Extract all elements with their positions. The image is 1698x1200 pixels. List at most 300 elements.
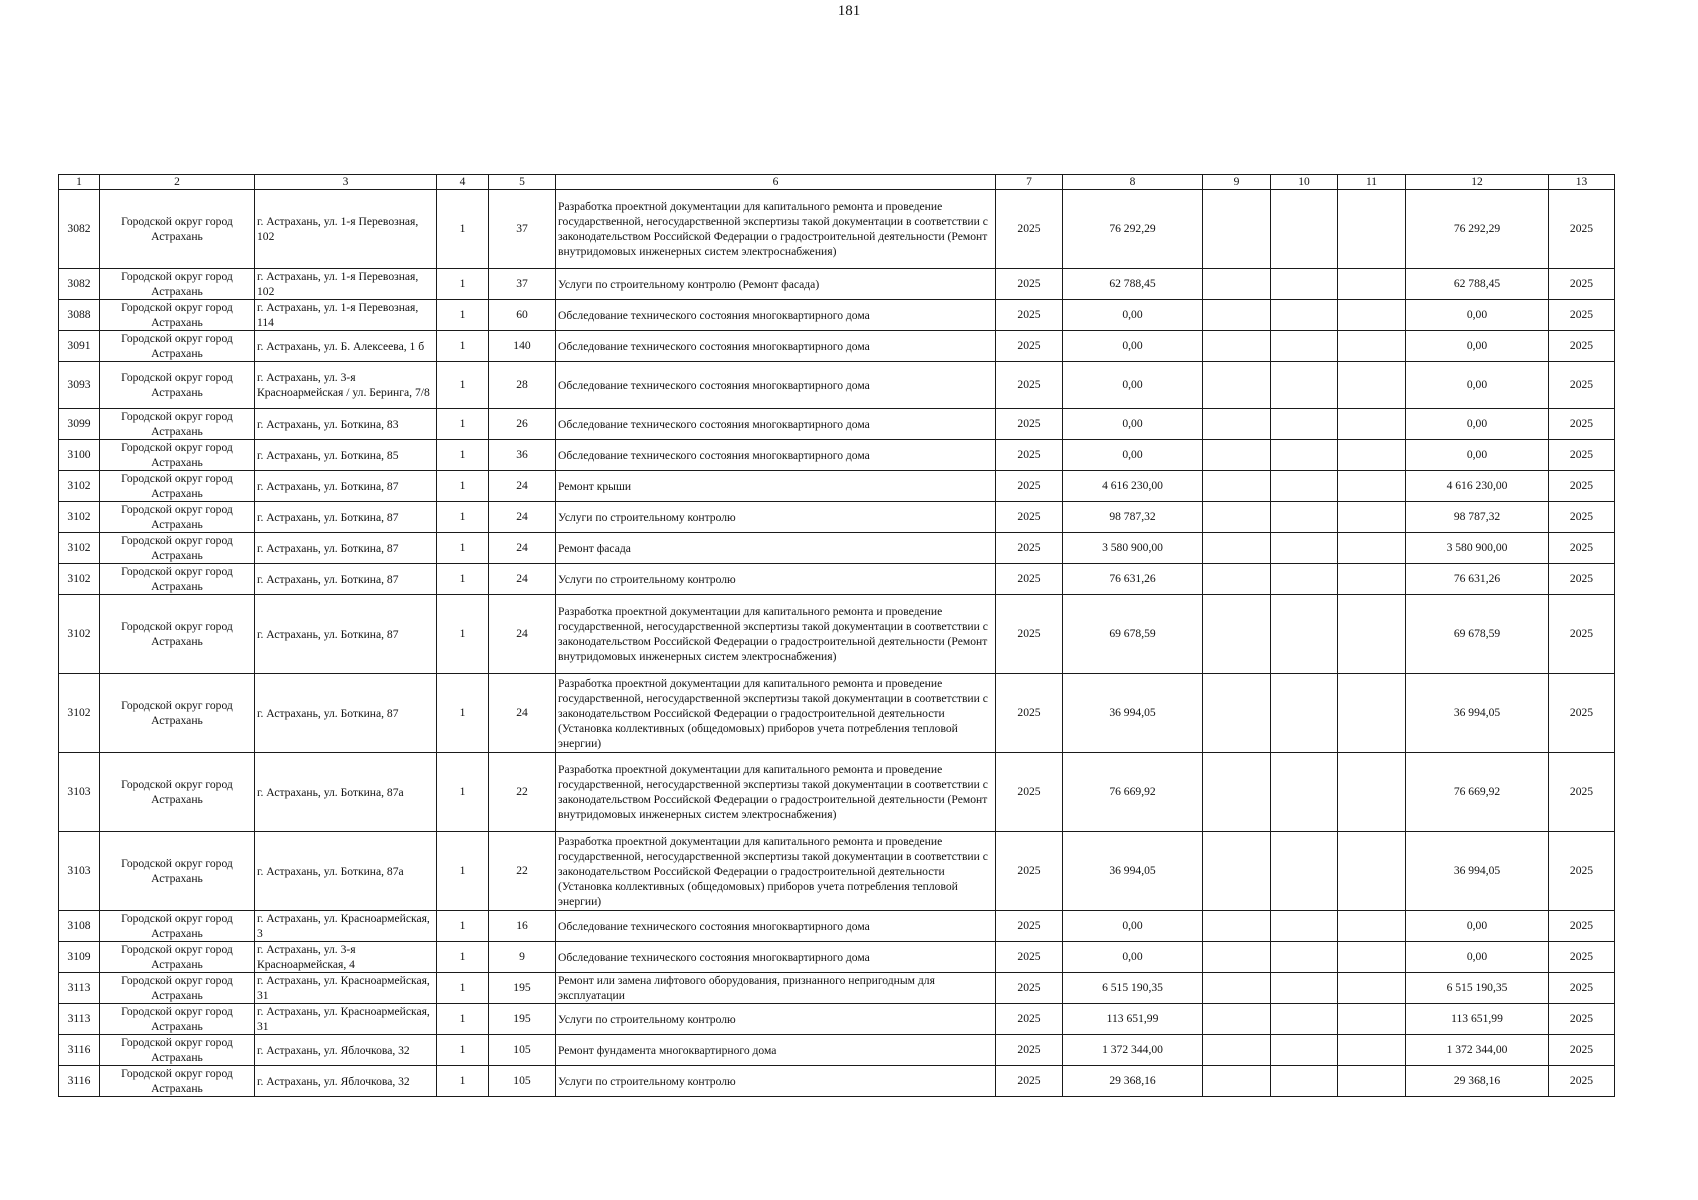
column-header: 12: [1406, 175, 1549, 190]
cell-address: г. Астрахань, ул. Боткина, 83: [255, 409, 437, 440]
cell-cost: 1 372 344,00: [1063, 1035, 1203, 1066]
cell-col10: [1271, 564, 1338, 595]
capital-repair-table: [58, 174, 1615, 1097]
cell-col10: [1271, 471, 1338, 502]
table-row: [59, 564, 1615, 595]
table-row: [59, 753, 1615, 832]
cell-col4: 1: [437, 190, 489, 269]
cell-municipality: Городской округ город Астрахань: [100, 1066, 255, 1097]
cell-col11: [1338, 409, 1406, 440]
cell-col13-year: 2025: [1549, 942, 1615, 973]
cell-municipality: Городской округ город Астрахань: [100, 331, 255, 362]
cell-col11: [1338, 564, 1406, 595]
cell-row-number: 3082: [59, 190, 100, 269]
cell-col12-cost: 76 292,29: [1406, 190, 1549, 269]
cell-col4: 1: [437, 753, 489, 832]
cell-address: г. Астрахань, ул. 1-я Перевозная, 114: [255, 300, 437, 331]
cell-col5: 37: [489, 269, 556, 300]
cell-col5: 24: [489, 595, 556, 674]
cell-work-type: Ремонт фасада: [556, 533, 996, 564]
cell-address: г. Астрахань, ул. Боткина, 87: [255, 564, 437, 595]
cell-col4: 1: [437, 1004, 489, 1035]
cell-cost: 0,00: [1063, 911, 1203, 942]
cell-address: г. Астрахань, ул. Боткина, 85: [255, 440, 437, 471]
cell-col4: 1: [437, 973, 489, 1004]
cell-col12-cost: 0,00: [1406, 409, 1549, 440]
cell-work-type: Услуги по строительному контролю: [556, 564, 996, 595]
cell-col9: [1203, 190, 1271, 269]
cell-year: 2025: [996, 331, 1063, 362]
column-header: 4: [437, 175, 489, 190]
cell-col9: [1203, 300, 1271, 331]
cell-col13-year: 2025: [1549, 409, 1615, 440]
cell-col4: 1: [437, 595, 489, 674]
cell-cost: 76 292,29: [1063, 190, 1203, 269]
cell-col5: 140: [489, 331, 556, 362]
cell-work-type: Услуги по строительному контролю (Ремонт фасада): [556, 269, 996, 300]
table-row: [59, 595, 1615, 674]
cell-col4: 1: [437, 409, 489, 440]
cell-col11: [1338, 973, 1406, 1004]
cell-col11: [1338, 533, 1406, 564]
cell-cost: 69 678,59: [1063, 595, 1203, 674]
cell-col11: [1338, 269, 1406, 300]
table-row: [59, 190, 1615, 269]
cell-row-number: 3102: [59, 533, 100, 564]
table-row: [59, 362, 1615, 409]
cell-col9: [1203, 832, 1271, 911]
cell-col13-year: 2025: [1549, 832, 1615, 911]
cell-address: г. Астрахань, ул. 3-я Красноармейская, 4: [255, 942, 437, 973]
cell-col10: [1271, 409, 1338, 440]
table-row: [59, 440, 1615, 471]
cell-year: 2025: [996, 409, 1063, 440]
cell-col12-cost: 98 787,32: [1406, 502, 1549, 533]
cell-col11: [1338, 942, 1406, 973]
cell-col4: 1: [437, 942, 489, 973]
cell-col11: [1338, 911, 1406, 942]
cell-col12-cost: 6 515 190,35: [1406, 973, 1549, 1004]
cell-address: г. Астрахань, ул. Боткина, 87а: [255, 753, 437, 832]
cell-address: г. Астрахань, ул. Боткина, 87: [255, 595, 437, 674]
cell-address: г. Астрахань, ул. Боткина, 87а: [255, 832, 437, 911]
cell-col12-cost: 36 994,05: [1406, 832, 1549, 911]
cell-col4: 1: [437, 269, 489, 300]
cell-year: 2025: [996, 564, 1063, 595]
cell-row-number: 3088: [59, 300, 100, 331]
cell-municipality: Городской округ город Астрахань: [100, 440, 255, 471]
cell-col9: [1203, 595, 1271, 674]
cell-col5: 24: [489, 502, 556, 533]
cell-col5: 9: [489, 942, 556, 973]
cell-row-number: 3100: [59, 440, 100, 471]
cell-col13-year: 2025: [1549, 190, 1615, 269]
cell-work-type: Разработка проектной документации для капитального ремонта и проведение государственной, негосударственной экспертизы такой документации в соответствии с законодательством Российской Федерации о градостроительной деятельности (Ремонт внутридомовых инженерных систем электроснабжения): [556, 595, 996, 674]
cell-col10: [1271, 269, 1338, 300]
cell-col11: [1338, 440, 1406, 471]
cell-cost: 3 580 900,00: [1063, 533, 1203, 564]
cell-col13-year: 2025: [1549, 1066, 1615, 1097]
cell-col10: [1271, 533, 1338, 564]
cell-year: 2025: [996, 502, 1063, 533]
column-number-header-row: [59, 175, 1615, 190]
cell-cost: 0,00: [1063, 409, 1203, 440]
cell-year: 2025: [996, 533, 1063, 564]
cell-col12-cost: 1 372 344,00: [1406, 1035, 1549, 1066]
cell-year: 2025: [996, 911, 1063, 942]
cell-address: г. Астрахань, ул. Боткина, 87: [255, 471, 437, 502]
cell-col5: 37: [489, 190, 556, 269]
table-row: [59, 942, 1615, 973]
cell-address: г. Астрахань, ул. 1-я Перевозная, 102: [255, 269, 437, 300]
cell-col12-cost: 0,00: [1406, 331, 1549, 362]
cell-row-number: 3102: [59, 595, 100, 674]
cell-address: г. Астрахань, ул. Боткина, 87: [255, 533, 437, 564]
table-row: [59, 502, 1615, 533]
cell-col13-year: 2025: [1549, 471, 1615, 502]
cell-work-type: Услуги по строительному контролю: [556, 502, 996, 533]
column-header: 6: [556, 175, 996, 190]
cell-municipality: Городской округ город Астрахань: [100, 973, 255, 1004]
cell-col4: 1: [437, 471, 489, 502]
cell-col13-year: 2025: [1549, 331, 1615, 362]
cell-col13-year: 2025: [1549, 753, 1615, 832]
cell-year: 2025: [996, 1066, 1063, 1097]
cell-col10: [1271, 502, 1338, 533]
cell-year: 2025: [996, 471, 1063, 502]
cell-year: 2025: [996, 1035, 1063, 1066]
table-row: [59, 471, 1615, 502]
cell-municipality: Городской округ город Астрахань: [100, 911, 255, 942]
cell-col10: [1271, 973, 1338, 1004]
cell-work-type: Обследование технического состояния многоквартирного дома: [556, 942, 996, 973]
cell-cost: 36 994,05: [1063, 832, 1203, 911]
cell-col13-year: 2025: [1549, 564, 1615, 595]
cell-col13-year: 2025: [1549, 911, 1615, 942]
cell-col12-cost: 0,00: [1406, 362, 1549, 409]
cell-col9: [1203, 973, 1271, 1004]
cell-work-type: Обследование технического состояния многоквартирного дома: [556, 409, 996, 440]
cell-municipality: Городской округ город Астрахань: [100, 942, 255, 973]
cell-col12-cost: 62 788,45: [1406, 269, 1549, 300]
cell-col9: [1203, 502, 1271, 533]
cell-col4: 1: [437, 911, 489, 942]
cell-col9: [1203, 440, 1271, 471]
cell-col13-year: 2025: [1549, 1004, 1615, 1035]
cell-work-type: Разработка проектной документации для капитального ремонта и проведение государственной, негосударственной экспертизы такой документации в соответствии с законодательством Российской Федерации о градостроительной деятельности (Ремонт внутридомовых инженерных систем электроснабжения): [556, 190, 996, 269]
cell-cost: 76 669,92: [1063, 753, 1203, 832]
table-row: [59, 674, 1615, 753]
cell-year: 2025: [996, 300, 1063, 331]
cell-col10: [1271, 753, 1338, 832]
cell-cost: 6 515 190,35: [1063, 973, 1203, 1004]
cell-col4: 1: [437, 1066, 489, 1097]
cell-address: г. Астрахань, ул. Яблочкова, 32: [255, 1066, 437, 1097]
cell-year: 2025: [996, 362, 1063, 409]
table-row: [59, 269, 1615, 300]
cell-col9: [1203, 362, 1271, 409]
cell-municipality: Городской округ город Астрахань: [100, 1035, 255, 1066]
cell-year: 2025: [996, 190, 1063, 269]
cell-row-number: 3102: [59, 502, 100, 533]
cell-col11: [1338, 502, 1406, 533]
cell-cost: 4 616 230,00: [1063, 471, 1203, 502]
cell-col13-year: 2025: [1549, 300, 1615, 331]
cell-col4: 1: [437, 331, 489, 362]
cell-col10: [1271, 190, 1338, 269]
cell-col5: 24: [489, 533, 556, 564]
cell-work-type: Обследование технического состояния многоквартирного дома: [556, 300, 996, 331]
cell-cost: 76 631,26: [1063, 564, 1203, 595]
cell-col11: [1338, 1035, 1406, 1066]
cell-col4: 1: [437, 1035, 489, 1066]
cell-row-number: 3113: [59, 973, 100, 1004]
cell-cost: 36 994,05: [1063, 674, 1203, 753]
cell-work-type: Обследование технического состояния многоквартирного дома: [556, 362, 996, 409]
cell-cost: 0,00: [1063, 440, 1203, 471]
cell-row-number: 3082: [59, 269, 100, 300]
cell-row-number: 3091: [59, 331, 100, 362]
cell-col5: 26: [489, 409, 556, 440]
cell-address: г. Астрахань, ул. Красноармейская, 31: [255, 1004, 437, 1035]
cell-col10: [1271, 674, 1338, 753]
cell-cost: 0,00: [1063, 300, 1203, 331]
cell-col4: 1: [437, 440, 489, 471]
cell-col5: 105: [489, 1035, 556, 1066]
cell-col5: 24: [489, 674, 556, 753]
cell-col12-cost: 3 580 900,00: [1406, 533, 1549, 564]
cell-col11: [1338, 190, 1406, 269]
cell-year: 2025: [996, 674, 1063, 753]
cell-col13-year: 2025: [1549, 502, 1615, 533]
cell-col5: 195: [489, 973, 556, 1004]
cell-col4: 1: [437, 564, 489, 595]
column-header: 11: [1338, 175, 1406, 190]
cell-col12-cost: 0,00: [1406, 911, 1549, 942]
cell-row-number: 3103: [59, 753, 100, 832]
cell-row-number: 3108: [59, 911, 100, 942]
cell-col10: [1271, 1066, 1338, 1097]
cell-cost: 0,00: [1063, 362, 1203, 409]
cell-municipality: Городской округ город Астрахань: [100, 753, 255, 832]
cell-row-number: 3099: [59, 409, 100, 440]
cell-row-number: 3116: [59, 1035, 100, 1066]
cell-col4: 1: [437, 300, 489, 331]
cell-row-number: 3102: [59, 471, 100, 502]
cell-col13-year: 2025: [1549, 362, 1615, 409]
cell-col13-year: 2025: [1549, 973, 1615, 1004]
cell-work-type: Ремонт или замена лифтового оборудования, признанного непригодным для эксплуатации: [556, 973, 996, 1004]
table-row: [59, 832, 1615, 911]
cell-year: 2025: [996, 269, 1063, 300]
cell-address: г. Астрахань, ул. 3-я Красноармейская / ул. Беринга, 7/8: [255, 362, 437, 409]
cell-municipality: Городской округ город Астрахань: [100, 471, 255, 502]
column-header: 1: [59, 175, 100, 190]
cell-col5: 28: [489, 362, 556, 409]
cell-row-number: 3116: [59, 1066, 100, 1097]
table-row: [59, 409, 1615, 440]
cell-col5: 195: [489, 1004, 556, 1035]
cell-col9: [1203, 911, 1271, 942]
cell-col9: [1203, 753, 1271, 832]
cell-col5: 16: [489, 911, 556, 942]
cell-row-number: 3102: [59, 564, 100, 595]
cell-col10: [1271, 832, 1338, 911]
cell-municipality: Городской округ город Астрахань: [100, 409, 255, 440]
cell-col11: [1338, 362, 1406, 409]
cell-row-number: 3113: [59, 1004, 100, 1035]
table-row: [59, 331, 1615, 362]
cell-municipality: Городской округ город Астрахань: [100, 533, 255, 564]
cell-col11: [1338, 331, 1406, 362]
cell-col9: [1203, 674, 1271, 753]
cell-address: г. Астрахань, ул. Яблочкова, 32: [255, 1035, 437, 1066]
cell-address: г. Астрахань, ул. Красноармейская, 3: [255, 911, 437, 942]
cell-cost: 98 787,32: [1063, 502, 1203, 533]
cell-col10: [1271, 1035, 1338, 1066]
cell-col13-year: 2025: [1549, 1035, 1615, 1066]
cell-col9: [1203, 471, 1271, 502]
cell-col13-year: 2025: [1549, 595, 1615, 674]
cell-col11: [1338, 300, 1406, 331]
cell-col9: [1203, 409, 1271, 440]
cell-cost: 0,00: [1063, 331, 1203, 362]
column-header: 7: [996, 175, 1063, 190]
column-header: 8: [1063, 175, 1203, 190]
cell-col9: [1203, 269, 1271, 300]
cell-work-type: Обследование технического состояния многоквартирного дома: [556, 911, 996, 942]
cell-municipality: Городской округ город Астрахань: [100, 595, 255, 674]
cell-col11: [1338, 753, 1406, 832]
column-header: 2: [100, 175, 255, 190]
cell-col9: [1203, 533, 1271, 564]
column-header: 10: [1271, 175, 1338, 190]
cell-col4: 1: [437, 502, 489, 533]
cell-municipality: Городской округ город Астрахань: [100, 832, 255, 911]
cell-col10: [1271, 942, 1338, 973]
cell-municipality: Городской округ город Астрахань: [100, 300, 255, 331]
cell-col5: 105: [489, 1066, 556, 1097]
cell-col11: [1338, 1066, 1406, 1097]
cell-address: г. Астрахань, ул. Боткина, 87: [255, 674, 437, 753]
cell-year: 2025: [996, 973, 1063, 1004]
cell-col4: 1: [437, 533, 489, 564]
cell-col12-cost: 36 994,05: [1406, 674, 1549, 753]
cell-year: 2025: [996, 753, 1063, 832]
cell-col12-cost: 76 669,92: [1406, 753, 1549, 832]
cell-municipality: Городской округ город Астрахань: [100, 362, 255, 409]
cell-col4: 1: [437, 674, 489, 753]
cell-col11: [1338, 471, 1406, 502]
cell-col5: 24: [489, 471, 556, 502]
cell-work-type: Разработка проектной документации для капитального ремонта и проведение государственной, негосударственной экспертизы такой документации в соответствии с законодательством Российской Федерации о градостроительной деятельности (Установка коллективных (общедомовых) приборов учета потребления тепловой энергии): [556, 832, 996, 911]
cell-col10: [1271, 331, 1338, 362]
cell-col10: [1271, 440, 1338, 471]
cell-col5: 60: [489, 300, 556, 331]
cell-address: г. Астрахань, ул. Боткина, 87: [255, 502, 437, 533]
cell-col12-cost: 69 678,59: [1406, 595, 1549, 674]
cell-col12-cost: 29 368,16: [1406, 1066, 1549, 1097]
column-header: 9: [1203, 175, 1271, 190]
cell-col10: [1271, 300, 1338, 331]
column-header: 13: [1549, 175, 1615, 190]
cell-col10: [1271, 362, 1338, 409]
cell-col11: [1338, 1004, 1406, 1035]
cell-col5: 24: [489, 564, 556, 595]
page-number: 181: [837, 3, 861, 19]
cell-col12-cost: 4 616 230,00: [1406, 471, 1549, 502]
cell-col12-cost: 0,00: [1406, 300, 1549, 331]
column-header: 5: [489, 175, 556, 190]
cell-municipality: Городской округ город Астрахань: [100, 502, 255, 533]
cell-col9: [1203, 1066, 1271, 1097]
cell-address: г. Астрахань, ул. 1-я Перевозная, 102: [255, 190, 437, 269]
cell-col9: [1203, 942, 1271, 973]
cell-year: 2025: [996, 832, 1063, 911]
cell-year: 2025: [996, 1004, 1063, 1035]
table-row: [59, 973, 1615, 1004]
cell-col4: 1: [437, 362, 489, 409]
cell-col12-cost: 0,00: [1406, 440, 1549, 471]
table-row: [59, 911, 1615, 942]
cell-col13-year: 2025: [1549, 533, 1615, 564]
cell-col13-year: 2025: [1549, 674, 1615, 753]
cell-work-type: Услуги по строительному контролю: [556, 1004, 996, 1035]
cell-col12-cost: 76 631,26: [1406, 564, 1549, 595]
cell-work-type: Разработка проектной документации для капитального ремонта и проведение государственной, негосударственной экспертизы такой документации в соответствии с законодательством Российской Федерации о градостроительной деятельности (Ремонт внутридомовых инженерных систем электроснабжения): [556, 753, 996, 832]
cell-work-type: Услуги по строительному контролю: [556, 1066, 996, 1097]
column-header: 3: [255, 175, 437, 190]
cell-row-number: 3102: [59, 674, 100, 753]
cell-year: 2025: [996, 440, 1063, 471]
cell-work-type: Ремонт фундамента многоквартирного дома: [556, 1035, 996, 1066]
cell-col11: [1338, 674, 1406, 753]
table-row: [59, 1035, 1615, 1066]
cell-work-type: Обследование технического состояния многоквартирного дома: [556, 440, 996, 471]
cell-row-number: 3103: [59, 832, 100, 911]
cell-col10: [1271, 595, 1338, 674]
cell-col11: [1338, 595, 1406, 674]
cell-col10: [1271, 1004, 1338, 1035]
cell-col4: 1: [437, 832, 489, 911]
cell-work-type: Ремонт крыши: [556, 471, 996, 502]
cell-col5: 22: [489, 832, 556, 911]
cell-col9: [1203, 564, 1271, 595]
cell-address: г. Астрахань, ул. Красноармейская, 31: [255, 973, 437, 1004]
cell-cost: 113 651,99: [1063, 1004, 1203, 1035]
cell-cost: 0,00: [1063, 942, 1203, 973]
cell-work-type: Разработка проектной документации для капитального ремонта и проведение государственной, негосударственной экспертизы такой документации в соответствии с законодательством Российской Федерации о градостроительной деятельности (Установка коллективных (общедомовых) приборов учета потребления тепловой энергии): [556, 674, 996, 753]
cell-year: 2025: [996, 942, 1063, 973]
cell-col12-cost: 0,00: [1406, 942, 1549, 973]
table-row: [59, 300, 1615, 331]
cell-col10: [1271, 911, 1338, 942]
cell-cost: 62 788,45: [1063, 269, 1203, 300]
cell-address: г. Астрахань, ул. Б. Алексеева, 1 б: [255, 331, 437, 362]
cell-municipality: Городской округ город Астрахань: [100, 1004, 255, 1035]
cell-municipality: Городской округ город Астрахань: [100, 564, 255, 595]
cell-work-type: Обследование технического состояния многоквартирного дома: [556, 331, 996, 362]
cell-municipality: Городской округ город Астрахань: [100, 674, 255, 753]
cell-col9: [1203, 1004, 1271, 1035]
cell-col13-year: 2025: [1549, 440, 1615, 471]
cell-year: 2025: [996, 595, 1063, 674]
cell-col11: [1338, 832, 1406, 911]
cell-row-number: 3093: [59, 362, 100, 409]
cell-row-number: 3109: [59, 942, 100, 973]
cell-col5: 22: [489, 753, 556, 832]
table-row: [59, 1004, 1615, 1035]
